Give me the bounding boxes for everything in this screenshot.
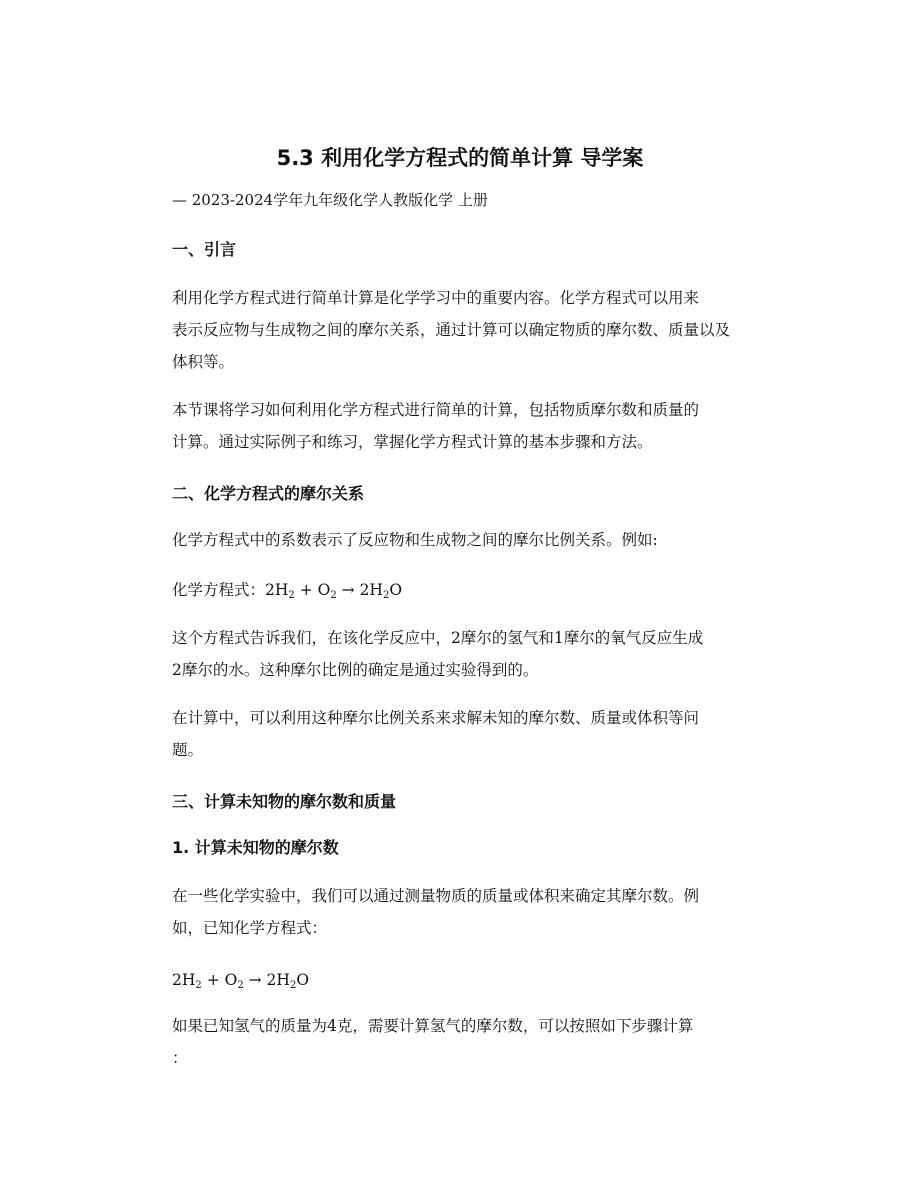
paragraph-line: 在一些化学实验中，我们可以通过测量物质的质量或体积来确定其摩尔数。例 [172,887,700,905]
equation-term: 2H [359,581,383,599]
equation-arrow: → [336,581,360,599]
equation-term: O [317,581,331,599]
equation-subscript: 2 [330,590,337,601]
paragraph-line: ： [172,1049,188,1067]
calc-paragraph-2 [172,1010,786,1074]
page-title: 5.3 利用化学方程式的简单计算 导学案 [276,146,644,170]
paragraph-line: 本节课将学习如何利用化学方程式进行简单的计算，包括物质摩尔数和质量的 [172,401,700,419]
section-heading-intro: 一、引言 [172,240,237,259]
intro-paragraph-2 [172,394,786,458]
mole-relation-paragraph-1 [172,524,786,556]
chemical-equation-labeled [172,578,402,602]
page-subtitle: — 2023-2024学年九年级化学人教版化学 上册 [172,191,488,209]
equation-term: O [224,971,238,989]
mole-relation-paragraph-2 [172,622,786,686]
equation-subscript: 2 [237,980,244,991]
section-heading-calc: 三、计算未知物的摩尔数和质量 [172,792,397,811]
paragraph-line: 如果已知氢气的质量为4克，需要计算氢气的摩尔数，可以按照如下步骤计算 [172,1017,694,1035]
equation-subscript: 2 [195,980,202,991]
equation-label: 化学方程式： [172,581,266,599]
chemical-equation [172,968,309,992]
paragraph-line: 计算。通过实际例子和练习，掌握化学方程式计算的基本步骤和方法。 [172,433,653,451]
paragraph-line: 体积等。 [172,353,235,371]
equation-term: 2H [172,971,196,989]
equation-plus: + [201,971,225,989]
equation-subscript: 2 [288,590,295,601]
equation-plus: + [294,581,318,599]
subsection-heading-moles: 1. 计算未知物的摩尔数 [172,838,339,857]
equation-term: 2H [265,581,289,599]
intro-paragraph-1 [172,282,786,378]
paragraph-line: 化学方程式中的系数表示了反应物和生成物之间的摩尔比例关系。例如: [172,531,658,549]
equation-term: O [389,581,403,599]
equation-arrow: → [243,971,267,989]
calc-paragraph-1 [172,880,786,944]
equation-subscript: 2 [289,980,297,991]
paragraph-line: 在计算中，可以利用这种摩尔比例关系来求解未知的摩尔数、质量或体积等问 [172,709,700,727]
equation-term: O [296,971,310,989]
equation-term: 2H [266,971,290,989]
section-heading-mole-relation: 二、化学方程式的摩尔关系 [172,484,365,503]
paragraph-line: 这个方程式告诉我们，在该化学反应中，2摩尔的氢气和1摩尔的氧气反应生成 [172,629,704,647]
paragraph-line: 题。 [172,741,204,759]
mole-relation-paragraph-3 [172,702,786,766]
equation-subscript: 2 [382,590,390,601]
paragraph-line: 表示反应物与生成物之间的摩尔关系，通过计算可以确定物质的摩尔数、质量以及 [172,321,731,339]
paragraph-line: 如，已知化学方程式： [172,919,328,937]
paragraph-line: 利用化学方程式进行简单计算是化学学习中的重要内容。化学方程式可以用来 [172,289,700,307]
paragraph-line: 2摩尔的水。这种摩尔比例的确定是通过实验得到的。 [172,661,539,679]
